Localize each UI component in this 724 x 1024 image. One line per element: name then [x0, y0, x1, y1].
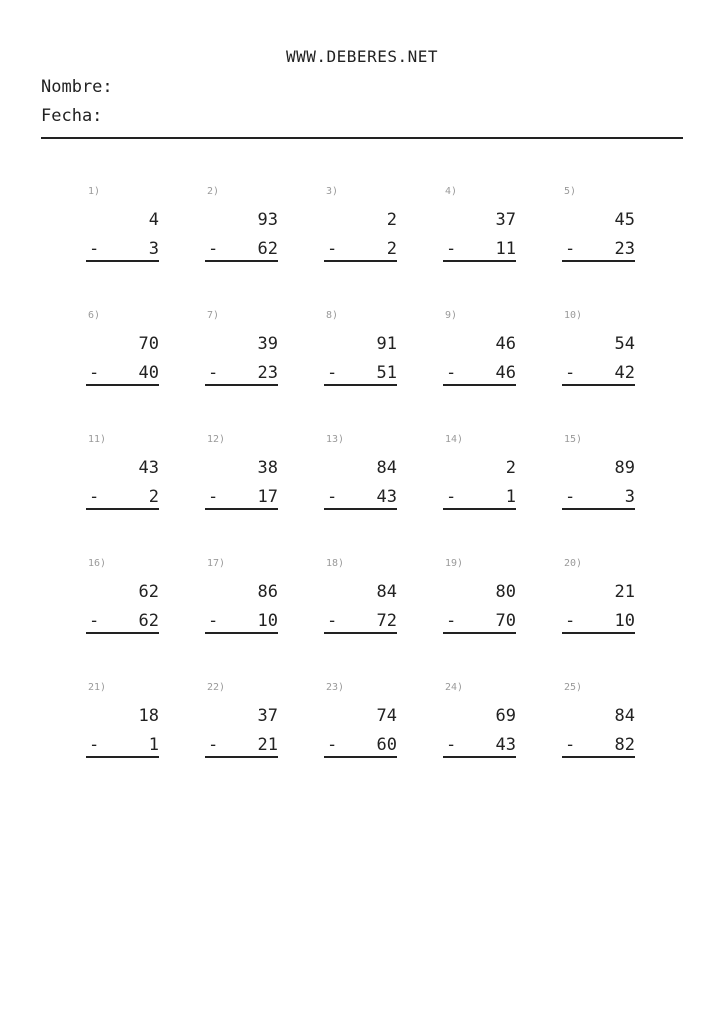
problem-number: 15) [564, 434, 583, 445]
minus-sign: - [565, 487, 576, 507]
subtrahend: 42 [614, 363, 635, 383]
problem-number: 13) [326, 434, 345, 445]
subtraction-problem [205, 682, 278, 806]
subtrahend: 3 [148, 239, 159, 259]
answer-line [205, 260, 278, 262]
minus-sign: - [327, 487, 338, 507]
problem-number: 16) [88, 558, 107, 569]
subtrahend: 3 [624, 487, 635, 507]
subtrahend: 10 [257, 611, 278, 631]
minuend: 74 [376, 706, 397, 726]
subtraction-problem [324, 682, 397, 806]
answer-line [324, 632, 397, 634]
answer-line [205, 384, 278, 386]
subtraction-problem [324, 558, 397, 682]
minus-sign: - [89, 735, 100, 755]
problem-number: 1) [88, 186, 101, 197]
minus-sign: - [89, 239, 100, 259]
minus-sign: - [327, 611, 338, 631]
subtrahend: 2 [148, 487, 159, 507]
minus-sign: - [327, 239, 338, 259]
answer-line [443, 632, 516, 634]
subtraction-problem [562, 186, 635, 310]
minuend: 84 [614, 706, 635, 726]
date-label: Fecha: [41, 106, 103, 126]
answer-line [86, 260, 159, 262]
answer-line [324, 260, 397, 262]
problem-number: 3) [326, 186, 339, 197]
minuend: 2 [505, 458, 516, 478]
answer-line [86, 384, 159, 386]
minuend: 46 [495, 334, 516, 354]
minuend: 89 [614, 458, 635, 478]
subtrahend: 10 [614, 611, 635, 631]
answer-line [205, 756, 278, 758]
subtrahend: 2 [386, 239, 397, 259]
subtraction-problem [86, 186, 159, 310]
subtraction-problem [562, 558, 635, 682]
subtraction-problem [443, 434, 516, 558]
subtraction-problem [443, 310, 516, 434]
problem-number: 25) [564, 682, 583, 693]
minus-sign: - [565, 363, 576, 383]
subtrahend: 72 [376, 611, 397, 631]
answer-line [324, 508, 397, 510]
subtraction-problem [86, 558, 159, 682]
minus-sign: - [208, 239, 219, 259]
minuend: 93 [257, 210, 278, 230]
minus-sign: - [208, 487, 219, 507]
minuend: 4 [148, 210, 159, 230]
minuend: 43 [138, 458, 159, 478]
answer-line [562, 508, 635, 510]
subtraction-problem [443, 682, 516, 806]
minuend: 39 [257, 334, 278, 354]
subtraction-problem [205, 310, 278, 434]
minus-sign: - [89, 363, 100, 383]
header-divider [41, 137, 683, 139]
minuend: 37 [495, 210, 516, 230]
minus-sign: - [446, 611, 457, 631]
problem-number: 11) [88, 434, 107, 445]
answer-line [443, 508, 516, 510]
subtrahend: 17 [257, 487, 278, 507]
problem-grid [86, 186, 635, 806]
minus-sign: - [565, 611, 576, 631]
problem-number: 10) [564, 310, 583, 321]
subtrahend: 40 [138, 363, 159, 383]
minus-sign: - [565, 239, 576, 259]
subtraction-problem [324, 186, 397, 310]
minuend: 18 [138, 706, 159, 726]
minuend: 80 [495, 582, 516, 602]
subtraction-problem [562, 434, 635, 558]
problem-number: 7) [207, 310, 220, 321]
subtrahend: 23 [257, 363, 278, 383]
subtrahend: 11 [495, 239, 516, 259]
minuend: 91 [376, 334, 397, 354]
answer-line [443, 260, 516, 262]
answer-line [205, 632, 278, 634]
problem-number: 19) [445, 558, 464, 569]
subtraction-problem [205, 186, 278, 310]
minuend: 45 [614, 210, 635, 230]
minus-sign: - [446, 363, 457, 383]
minuend: 2 [386, 210, 397, 230]
minuend: 69 [495, 706, 516, 726]
answer-line [443, 756, 516, 758]
problem-number: 4) [445, 186, 458, 197]
minuend: 21 [614, 582, 635, 602]
subtraction-problem [205, 434, 278, 558]
name-label: Nombre: [41, 77, 113, 97]
problem-number: 21) [88, 682, 107, 693]
minus-sign: - [327, 735, 338, 755]
problem-number: 17) [207, 558, 226, 569]
subtrahend: 62 [138, 611, 159, 631]
answer-line [86, 756, 159, 758]
subtraction-problem [443, 558, 516, 682]
subtrahend: 60 [376, 735, 397, 755]
problem-number: 23) [326, 682, 345, 693]
problem-number: 18) [326, 558, 345, 569]
minus-sign: - [446, 239, 457, 259]
subtrahend: 62 [257, 239, 278, 259]
problem-number: 14) [445, 434, 464, 445]
subtrahend: 43 [495, 735, 516, 755]
subtrahend: 46 [495, 363, 516, 383]
subtrahend: 1 [148, 735, 159, 755]
minus-sign: - [565, 735, 576, 755]
subtrahend: 43 [376, 487, 397, 507]
answer-line [324, 384, 397, 386]
minuend: 84 [376, 582, 397, 602]
answer-line [562, 632, 635, 634]
site-title: WWW.DEBERES.NET [286, 47, 438, 66]
problem-number: 22) [207, 682, 226, 693]
subtraction-problem [562, 310, 635, 434]
answer-line [562, 756, 635, 758]
subtrahend: 70 [495, 611, 516, 631]
problem-number: 6) [88, 310, 101, 321]
subtrahend: 23 [614, 239, 635, 259]
minuend: 70 [138, 334, 159, 354]
answer-line [86, 508, 159, 510]
answer-line [562, 384, 635, 386]
problem-number: 24) [445, 682, 464, 693]
subtraction-problem [324, 310, 397, 434]
minuend: 38 [257, 458, 278, 478]
problem-number: 2) [207, 186, 220, 197]
subtrahend: 82 [614, 735, 635, 755]
answer-line [562, 260, 635, 262]
minus-sign: - [208, 363, 219, 383]
problem-number: 20) [564, 558, 583, 569]
subtraction-problem [86, 310, 159, 434]
problem-number: 8) [326, 310, 339, 321]
answer-line [205, 508, 278, 510]
problem-number: 9) [445, 310, 458, 321]
subtrahend: 1 [505, 487, 516, 507]
subtraction-problem [205, 558, 278, 682]
problem-number: 12) [207, 434, 226, 445]
minuend: 37 [257, 706, 278, 726]
minuend: 86 [257, 582, 278, 602]
minus-sign: - [208, 611, 219, 631]
minuend: 84 [376, 458, 397, 478]
minus-sign: - [89, 611, 100, 631]
answer-line [86, 632, 159, 634]
minuend: 54 [614, 334, 635, 354]
subtraction-problem [86, 682, 159, 806]
problem-number: 5) [564, 186, 577, 197]
subtrahend: 21 [257, 735, 278, 755]
minus-sign: - [89, 487, 100, 507]
minus-sign: - [446, 487, 457, 507]
subtraction-problem [324, 434, 397, 558]
answer-line [443, 384, 516, 386]
answer-line [324, 756, 397, 758]
minus-sign: - [327, 363, 338, 383]
subtraction-problem [443, 186, 516, 310]
subtraction-problem [562, 682, 635, 806]
minus-sign: - [446, 735, 457, 755]
minuend: 62 [138, 582, 159, 602]
subtraction-problem [86, 434, 159, 558]
minus-sign: - [208, 735, 219, 755]
subtrahend: 51 [376, 363, 397, 383]
